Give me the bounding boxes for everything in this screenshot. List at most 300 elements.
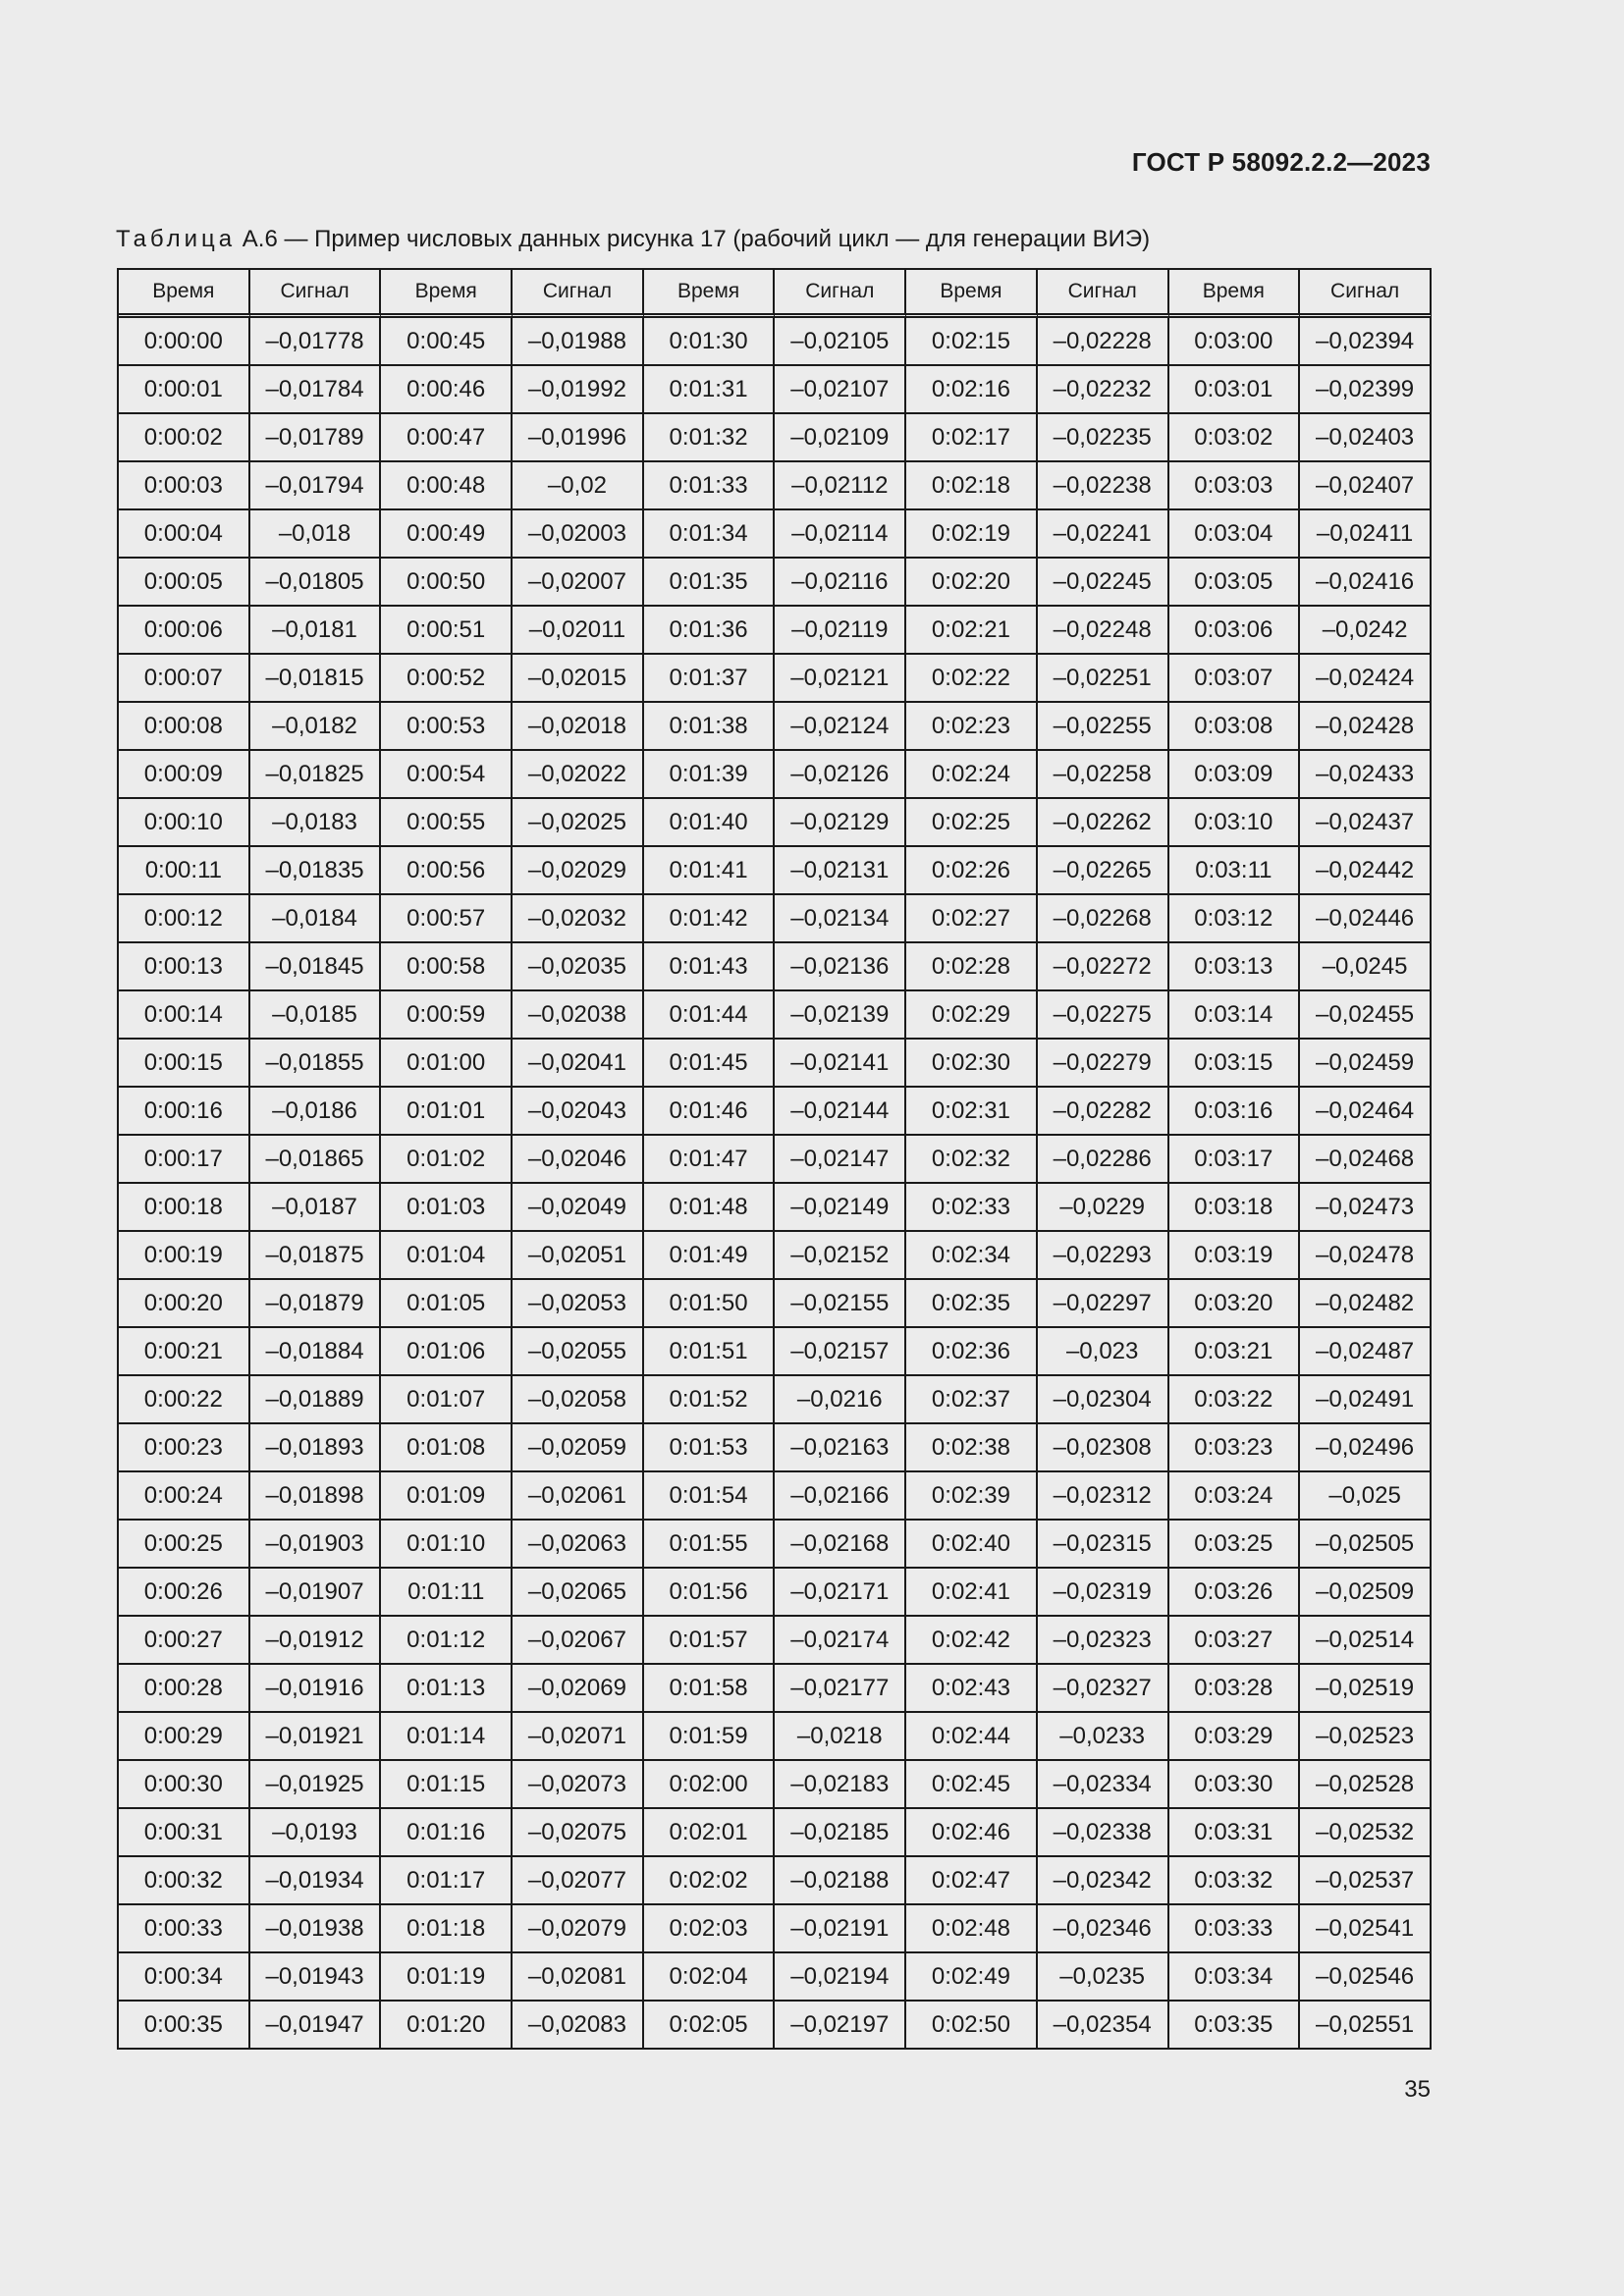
time-cell: 0:00:02 [119, 414, 250, 462]
table-row [119, 1521, 1432, 1569]
signal-cell: –0,02003 [513, 510, 644, 559]
signal-cell: –0,01825 [250, 751, 382, 799]
signal-cell: –0,02107 [775, 366, 906, 414]
signal-cell: –0,02071 [513, 1713, 644, 1761]
time-cell: 0:03:30 [1169, 1761, 1301, 1809]
time-cell: 0:03:02 [1169, 414, 1301, 462]
time-cell: 0:00:32 [119, 1857, 250, 1905]
time-cell: 0:01:50 [644, 1280, 776, 1328]
table-row [119, 1280, 1432, 1328]
signal-cell: –0,02354 [1038, 2002, 1169, 2050]
signal-cell: –0,01916 [250, 1665, 382, 1713]
signal-cell: –0,02131 [775, 847, 906, 895]
time-cell: 0:00:28 [119, 1665, 250, 1713]
time-cell: 0:01:42 [644, 895, 776, 943]
time-cell: 0:03:03 [1169, 462, 1301, 510]
time-cell: 0:02:05 [644, 2002, 776, 2050]
signal-cell: –0,02455 [1300, 991, 1432, 1040]
time-cell: 0:00:56 [381, 847, 513, 895]
time-cell: 0:00:34 [119, 1953, 250, 2002]
signal-cell: –0,0186 [250, 1088, 382, 1136]
time-cell: 0:01:11 [381, 1569, 513, 1617]
signal-cell: –0,02315 [1038, 1521, 1169, 1569]
time-cell: 0:01:56 [644, 1569, 776, 1617]
table-row [119, 1040, 1432, 1088]
time-cell: 0:01:16 [381, 1809, 513, 1857]
time-cell: 0:01:38 [644, 703, 776, 751]
signal-cell: –0,02177 [775, 1665, 906, 1713]
signal-cell: –0,02286 [1038, 1136, 1169, 1184]
time-cell: 0:02:33 [906, 1184, 1038, 1232]
time-cell: 0:02:39 [906, 1472, 1038, 1521]
signal-cell: –0,02065 [513, 1569, 644, 1617]
signal-cell: –0,01855 [250, 1040, 382, 1088]
signal-cell: –0,02163 [775, 1424, 906, 1472]
signal-cell: –0,02407 [1300, 462, 1432, 510]
signal-cell: –0,01865 [250, 1136, 382, 1184]
time-cell: 0:01:20 [381, 2002, 513, 2050]
signal-cell: –0,02411 [1300, 510, 1432, 559]
signal-cell: –0,02334 [1038, 1761, 1169, 1809]
signal-cell: –0,02235 [1038, 414, 1169, 462]
time-cell: 0:02:18 [906, 462, 1038, 510]
time-cell: 0:03:05 [1169, 559, 1301, 607]
time-cell: 0:01:03 [381, 1184, 513, 1232]
time-cell: 0:03:28 [1169, 1665, 1301, 1713]
signal-cell: –0,02403 [1300, 414, 1432, 462]
time-cell: 0:01:02 [381, 1136, 513, 1184]
signal-cell: –0,018 [250, 510, 382, 559]
signal-cell: –0,02327 [1038, 1665, 1169, 1713]
time-cell: 0:02:22 [906, 655, 1038, 703]
signal-cell: –0,0233 [1038, 1713, 1169, 1761]
table-caption-text: А.6 — Пример числовых данных рисунка 17 (рабочий цикл — для генерации ВИЭ) [242, 226, 1151, 252]
signal-cell: –0,02051 [513, 1232, 644, 1280]
signal-cell: –0,02116 [775, 559, 906, 607]
time-cell: 0:01:35 [644, 559, 776, 607]
signal-cell: –0,02394 [1300, 318, 1432, 366]
signal-cell: –0,02063 [513, 1521, 644, 1569]
table-row [119, 991, 1432, 1040]
table-header-row [119, 270, 1432, 318]
time-cell: 0:00:09 [119, 751, 250, 799]
signal-cell: –0,02134 [775, 895, 906, 943]
time-cell: 0:00:23 [119, 1424, 250, 1472]
time-cell: 0:02:50 [906, 2002, 1038, 2050]
time-cell: 0:00:58 [381, 943, 513, 991]
signal-cell: –0,01925 [250, 1761, 382, 1809]
column-header: Сигнал [1300, 270, 1432, 318]
time-cell: 0:00:55 [381, 799, 513, 847]
table-caption [116, 226, 1150, 253]
time-cell: 0:03:23 [1169, 1424, 1301, 1472]
signal-cell: –0,0187 [250, 1184, 382, 1232]
time-cell: 0:00:03 [119, 462, 250, 510]
time-cell: 0:02:38 [906, 1424, 1038, 1472]
signal-cell: –0,01988 [513, 318, 644, 366]
time-cell: 0:03:26 [1169, 1569, 1301, 1617]
time-cell: 0:01:39 [644, 751, 776, 799]
time-cell: 0:02:48 [906, 1905, 1038, 1953]
time-cell: 0:00:18 [119, 1184, 250, 1232]
time-cell: 0:01:34 [644, 510, 776, 559]
time-cell: 0:00:13 [119, 943, 250, 991]
signal-cell: –0,02251 [1038, 655, 1169, 703]
time-cell: 0:03:24 [1169, 1472, 1301, 1521]
signal-cell: –0,02129 [775, 799, 906, 847]
signal-cell: –0,02491 [1300, 1376, 1432, 1424]
signal-cell: –0,02126 [775, 751, 906, 799]
signal-cell: –0,02041 [513, 1040, 644, 1088]
time-cell: 0:03:20 [1169, 1280, 1301, 1328]
signal-cell: –0,01815 [250, 655, 382, 703]
column-header: Сигнал [775, 270, 906, 318]
signal-cell: –0,01778 [250, 318, 382, 366]
signal-cell: –0,02119 [775, 607, 906, 655]
signal-cell: –0,02228 [1038, 318, 1169, 366]
signal-cell: –0,02487 [1300, 1328, 1432, 1376]
time-cell: 0:03:33 [1169, 1905, 1301, 1953]
time-cell: 0:03:32 [1169, 1857, 1301, 1905]
signal-cell: –0,02079 [513, 1905, 644, 1953]
time-cell: 0:02:37 [906, 1376, 1038, 1424]
signal-cell: –0,02043 [513, 1088, 644, 1136]
signal-cell: –0,0218 [775, 1713, 906, 1761]
signal-cell: –0,02183 [775, 1761, 906, 1809]
signal-cell: –0,01794 [250, 462, 382, 510]
time-cell: 0:01:15 [381, 1761, 513, 1809]
time-cell: 0:02:20 [906, 559, 1038, 607]
signal-cell: –0,02171 [775, 1569, 906, 1617]
table-row [119, 1376, 1432, 1424]
time-cell: 0:00:33 [119, 1905, 250, 1953]
signal-cell: –0,0183 [250, 799, 382, 847]
signal-cell: –0,02509 [1300, 1569, 1432, 1617]
time-cell: 0:02:45 [906, 1761, 1038, 1809]
signal-cell: –0,01893 [250, 1424, 382, 1472]
signal-cell: –0,02194 [775, 1953, 906, 2002]
signal-cell: –0,02046 [513, 1136, 644, 1184]
signal-cell: –0,02279 [1038, 1040, 1169, 1088]
signal-cell: –0,0242 [1300, 607, 1432, 655]
signal-cell: –0,01996 [513, 414, 644, 462]
time-cell: 0:01:32 [644, 414, 776, 462]
time-cell: 0:00:10 [119, 799, 250, 847]
signal-cell: –0,02262 [1038, 799, 1169, 847]
signal-cell: –0,02514 [1300, 1617, 1432, 1665]
signal-cell: –0,0184 [250, 895, 382, 943]
signal-cell: –0,02121 [775, 655, 906, 703]
time-cell: 0:01:55 [644, 1521, 776, 1569]
signal-cell: –0,02551 [1300, 2002, 1432, 2050]
signal-cell: –0,02136 [775, 943, 906, 991]
time-cell: 0:01:05 [381, 1280, 513, 1328]
signal-cell: –0,02304 [1038, 1376, 1169, 1424]
signal-cell: –0,02416 [1300, 559, 1432, 607]
signal-cell: –0,02124 [775, 703, 906, 751]
signal-cell: –0,0193 [250, 1809, 382, 1857]
column-header: Время [906, 270, 1038, 318]
time-cell: 0:03:25 [1169, 1521, 1301, 1569]
time-cell: 0:02:21 [906, 607, 1038, 655]
time-cell: 0:01:57 [644, 1617, 776, 1665]
time-cell: 0:00:20 [119, 1280, 250, 1328]
table-row [119, 847, 1432, 895]
time-cell: 0:01:49 [644, 1232, 776, 1280]
signal-cell: –0,02058 [513, 1376, 644, 1424]
signal-cell: –0,02055 [513, 1328, 644, 1376]
signal-cell: –0,02069 [513, 1665, 644, 1713]
signal-cell: –0,02061 [513, 1472, 644, 1521]
time-cell: 0:00:26 [119, 1569, 250, 1617]
time-cell: 0:02:24 [906, 751, 1038, 799]
time-cell: 0:02:49 [906, 1953, 1038, 2002]
signal-cell: –0,02282 [1038, 1088, 1169, 1136]
table-caption-label: Таблица [116, 226, 237, 252]
time-cell: 0:00:51 [381, 607, 513, 655]
time-cell: 0:02:16 [906, 366, 1038, 414]
time-cell: 0:02:31 [906, 1088, 1038, 1136]
time-cell: 0:03:22 [1169, 1376, 1301, 1424]
time-cell: 0:01:44 [644, 991, 776, 1040]
time-cell: 0:00:00 [119, 318, 250, 366]
time-cell: 0:03:21 [1169, 1328, 1301, 1376]
time-cell: 0:00:48 [381, 462, 513, 510]
time-cell: 0:00:54 [381, 751, 513, 799]
column-header: Сигнал [513, 270, 644, 318]
signal-cell: –0,02319 [1038, 1569, 1169, 1617]
time-cell: 0:01:08 [381, 1424, 513, 1472]
signal-cell: –0,02312 [1038, 1472, 1169, 1521]
signal-cell: –0,02188 [775, 1857, 906, 1905]
table-row [119, 1569, 1432, 1617]
signal-cell: –0,02323 [1038, 1617, 1169, 1665]
signal-cell: –0,02155 [775, 1280, 906, 1328]
time-cell: 0:03:31 [1169, 1809, 1301, 1857]
time-cell: 0:02:46 [906, 1809, 1038, 1857]
signal-cell: –0,02197 [775, 2002, 906, 2050]
time-cell: 0:00:46 [381, 366, 513, 414]
signal-cell: –0,01938 [250, 1905, 382, 1953]
time-cell: 0:00:59 [381, 991, 513, 1040]
signal-cell: –0,02519 [1300, 1665, 1432, 1713]
time-cell: 0:01:36 [644, 607, 776, 655]
signal-cell: –0,01992 [513, 366, 644, 414]
signal-cell: –0,02025 [513, 799, 644, 847]
time-cell: 0:02:00 [644, 1761, 776, 1809]
signal-cell: –0,0235 [1038, 1953, 1169, 2002]
signal-cell: –0,01835 [250, 847, 382, 895]
time-cell: 0:01:18 [381, 1905, 513, 1953]
signal-cell: –0,02268 [1038, 895, 1169, 943]
column-header: Сигнал [1038, 270, 1169, 318]
signal-cell: –0,02446 [1300, 895, 1432, 943]
time-cell: 0:03:07 [1169, 655, 1301, 703]
signal-cell: –0,02015 [513, 655, 644, 703]
time-cell: 0:02:28 [906, 943, 1038, 991]
table-row [119, 510, 1432, 559]
time-cell: 0:01:37 [644, 655, 776, 703]
time-cell: 0:02:32 [906, 1136, 1038, 1184]
table-row [119, 2002, 1432, 2050]
signal-cell: –0,02007 [513, 559, 644, 607]
time-cell: 0:00:06 [119, 607, 250, 655]
signal-cell: –0,02191 [775, 1905, 906, 1953]
signal-cell: –0,01934 [250, 1857, 382, 1905]
signal-cell: –0,01784 [250, 366, 382, 414]
signal-cell: –0,02174 [775, 1617, 906, 1665]
time-cell: 0:00:49 [381, 510, 513, 559]
time-cell: 0:03:06 [1169, 607, 1301, 655]
signal-cell: –0,02546 [1300, 1953, 1432, 2002]
signal-cell: –0,02241 [1038, 510, 1169, 559]
signal-cell: –0,02468 [1300, 1136, 1432, 1184]
time-cell: 0:00:45 [381, 318, 513, 366]
time-cell: 0:02:35 [906, 1280, 1038, 1328]
signal-cell: –0,01884 [250, 1328, 382, 1376]
time-cell: 0:03:18 [1169, 1184, 1301, 1232]
signal-cell: –0,01879 [250, 1280, 382, 1328]
table-row [119, 799, 1432, 847]
time-cell: 0:01:48 [644, 1184, 776, 1232]
table-row [119, 703, 1432, 751]
signal-cell: –0,02459 [1300, 1040, 1432, 1088]
signal-cell: –0,02059 [513, 1424, 644, 1472]
time-cell: 0:03:15 [1169, 1040, 1301, 1088]
time-cell: 0:03:35 [1169, 2002, 1301, 2050]
time-cell: 0:03:12 [1169, 895, 1301, 943]
signal-cell: –0,02245 [1038, 559, 1169, 607]
table-row [119, 1424, 1432, 1472]
time-cell: 0:02:23 [906, 703, 1038, 751]
signal-cell: –0,02248 [1038, 607, 1169, 655]
time-cell: 0:01:33 [644, 462, 776, 510]
table-row [119, 1617, 1432, 1665]
signal-cell: –0,02442 [1300, 847, 1432, 895]
time-cell: 0:00:21 [119, 1328, 250, 1376]
time-cell: 0:01:59 [644, 1713, 776, 1761]
table-row [119, 751, 1432, 799]
time-cell: 0:02:40 [906, 1521, 1038, 1569]
signal-cell: –0,02437 [1300, 799, 1432, 847]
time-cell: 0:03:09 [1169, 751, 1301, 799]
signal-cell: –0,02275 [1038, 991, 1169, 1040]
signal-cell: –0,01947 [250, 2002, 382, 2050]
time-cell: 0:01:46 [644, 1088, 776, 1136]
signal-cell: –0,02011 [513, 607, 644, 655]
time-cell: 0:00:29 [119, 1713, 250, 1761]
signal-cell: –0,02147 [775, 1136, 906, 1184]
time-cell: 0:02:47 [906, 1857, 1038, 1905]
signal-cell: –0,02232 [1038, 366, 1169, 414]
signal-cell: –0,02473 [1300, 1184, 1432, 1232]
signal-cell: –0,02272 [1038, 943, 1169, 991]
time-cell: 0:00:12 [119, 895, 250, 943]
signal-cell: –0,02433 [1300, 751, 1432, 799]
time-cell: 0:03:17 [1169, 1136, 1301, 1184]
signal-cell: –0,0216 [775, 1376, 906, 1424]
signal-cell: –0,02258 [1038, 751, 1169, 799]
time-cell: 0:02:34 [906, 1232, 1038, 1280]
signal-cell: –0,0245 [1300, 943, 1432, 991]
time-cell: 0:03:14 [1169, 991, 1301, 1040]
signal-cell: –0,02464 [1300, 1088, 1432, 1136]
signal-cell: –0,01907 [250, 1569, 382, 1617]
signal-cell: –0,0182 [250, 703, 382, 751]
signal-cell: –0,02112 [775, 462, 906, 510]
signal-cell: –0,01845 [250, 943, 382, 991]
table-row [119, 318, 1432, 366]
time-cell: 0:00:50 [381, 559, 513, 607]
signal-cell: –0,02067 [513, 1617, 644, 1665]
signal-cell: –0,01912 [250, 1617, 382, 1665]
table-row [119, 1665, 1432, 1713]
signal-cell: –0,02038 [513, 991, 644, 1040]
signal-cell: –0,02073 [513, 1761, 644, 1809]
time-cell: 0:03:00 [1169, 318, 1301, 366]
table-row [119, 1905, 1432, 1953]
time-cell: 0:01:51 [644, 1328, 776, 1376]
time-cell: 0:01:10 [381, 1521, 513, 1569]
signal-cell: –0,01789 [250, 414, 382, 462]
column-header: Время [381, 270, 513, 318]
signal-cell: –0,02478 [1300, 1232, 1432, 1280]
time-cell: 0:00:24 [119, 1472, 250, 1521]
time-cell: 0:00:47 [381, 414, 513, 462]
signal-cell: –0,0185 [250, 991, 382, 1040]
signal-cell: –0,0229 [1038, 1184, 1169, 1232]
signal-cell: –0,02532 [1300, 1809, 1432, 1857]
time-cell: 0:01:07 [381, 1376, 513, 1424]
table-row [119, 607, 1432, 655]
signal-cell: –0,02482 [1300, 1280, 1432, 1328]
signal-cell: –0,02399 [1300, 366, 1432, 414]
signal-cell: –0,02081 [513, 1953, 644, 2002]
signal-cell: –0,02342 [1038, 1857, 1169, 1905]
time-cell: 0:01:06 [381, 1328, 513, 1376]
signal-cell: –0,02523 [1300, 1713, 1432, 1761]
time-cell: 0:01:04 [381, 1232, 513, 1280]
time-cell: 0:02:44 [906, 1713, 1038, 1761]
signal-cell: –0,02144 [775, 1088, 906, 1136]
signal-cell: –0,02338 [1038, 1809, 1169, 1857]
table-row [119, 1184, 1432, 1232]
time-cell: 0:00:05 [119, 559, 250, 607]
signal-cell: –0,01805 [250, 559, 382, 607]
signal-cell: –0,025 [1300, 1472, 1432, 1521]
time-cell: 0:01:52 [644, 1376, 776, 1424]
time-cell: 0:01:30 [644, 318, 776, 366]
time-cell: 0:00:04 [119, 510, 250, 559]
time-cell: 0:00:11 [119, 847, 250, 895]
signal-cell: –0,02297 [1038, 1280, 1169, 1328]
time-cell: 0:00:52 [381, 655, 513, 703]
time-cell: 0:02:01 [644, 1809, 776, 1857]
time-cell: 0:00:16 [119, 1088, 250, 1136]
time-cell: 0:00:01 [119, 366, 250, 414]
time-cell: 0:01:14 [381, 1713, 513, 1761]
table-body [119, 318, 1432, 2050]
time-cell: 0:03:34 [1169, 1953, 1301, 2002]
signal-cell: –0,0181 [250, 607, 382, 655]
signal-cell: –0,02105 [775, 318, 906, 366]
time-cell: 0:01:58 [644, 1665, 776, 1713]
signal-cell: –0,01943 [250, 1953, 382, 2002]
signal-cell: –0,02528 [1300, 1761, 1432, 1809]
signal-cell: –0,02152 [775, 1232, 906, 1280]
table-row [119, 414, 1432, 462]
signal-cell: –0,02293 [1038, 1232, 1169, 1280]
